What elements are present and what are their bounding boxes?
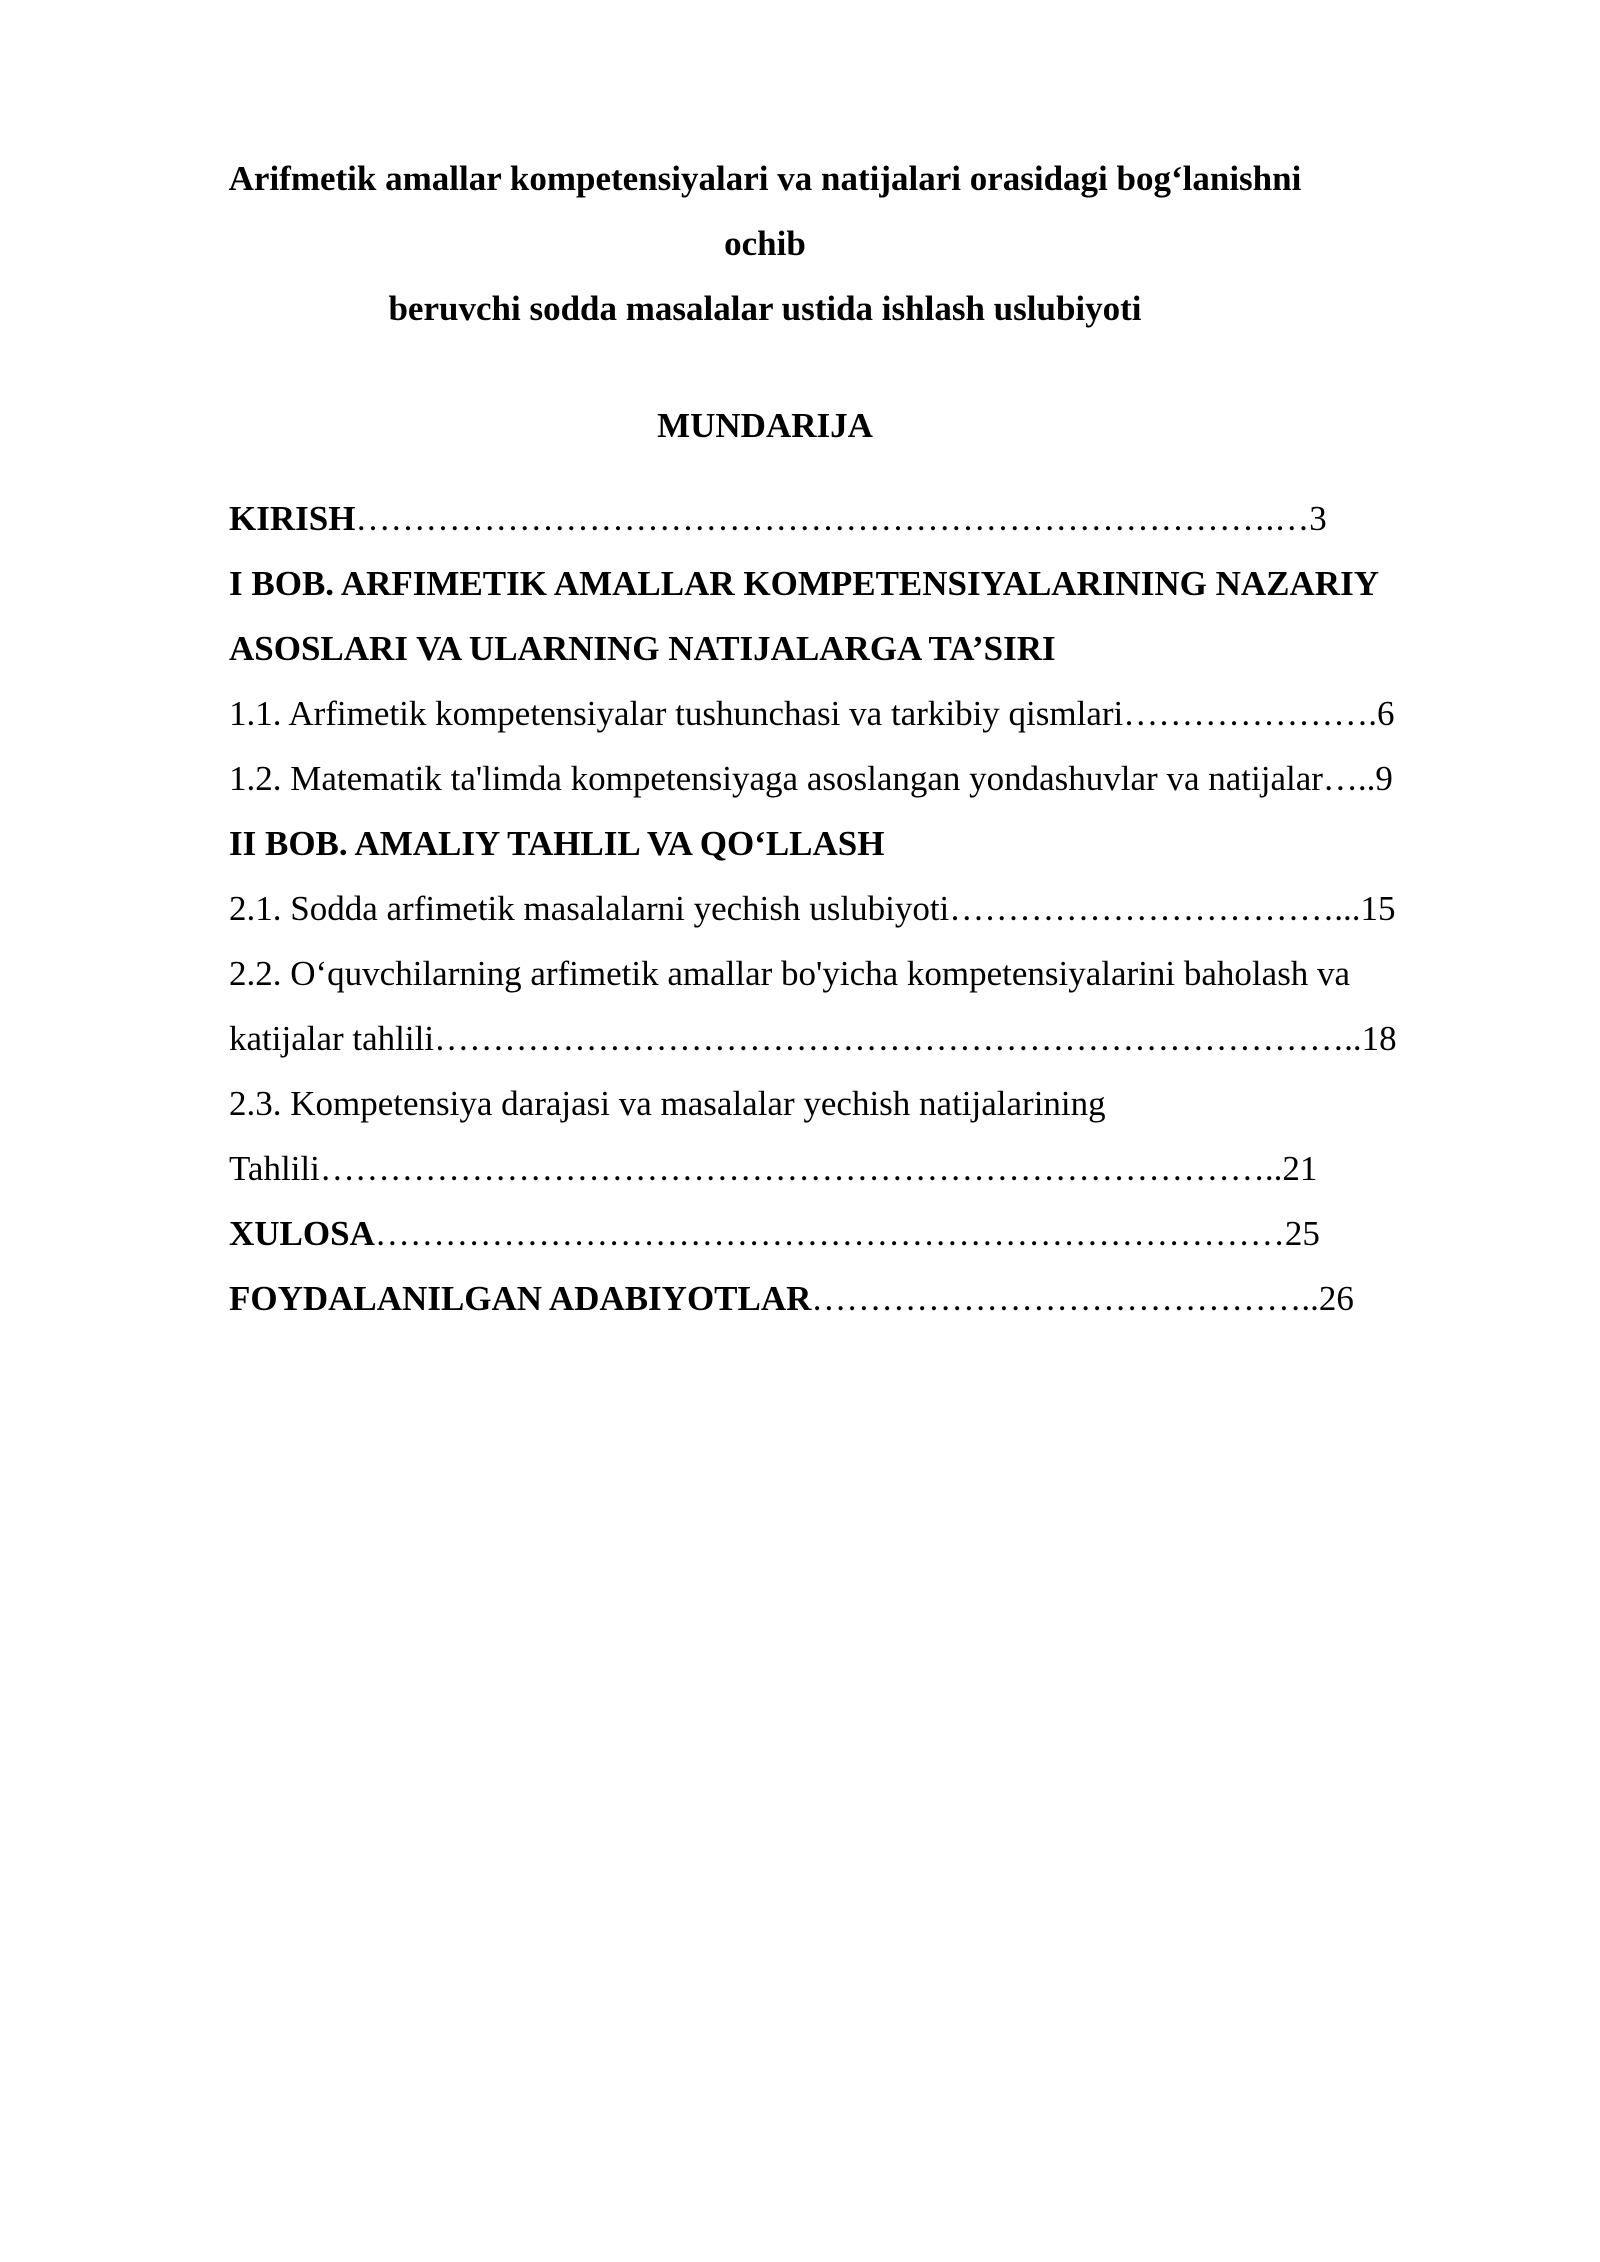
document-title — [200, 146, 1330, 341]
toc-entry-xulosa[interactable] — [229, 1201, 1489, 1266]
toc-entry-2-2-line-1[interactable]: 2.2. O‘quvchilarning arfimetik amallar bo'yicha kompetensiyalarini baholash va — [229, 954, 1351, 993]
toc-entry-text: 2.1. Sodda arfimetik masalalarni yechish uslubiyoti — [229, 889, 950, 928]
toc-entry-text: katijalar tahlili — [229, 1019, 435, 1058]
toc-entry-page: 21 — [1282, 1149, 1318, 1188]
toc-entry-text: Tahlili — [229, 1149, 320, 1188]
toc-entry-page: 25 — [1284, 1214, 1320, 1253]
toc-entry-kirish[interactable] — [229, 486, 1489, 551]
toc-entry-text: KIRISH — [229, 499, 356, 538]
toc-entry-1-1[interactable] — [229, 681, 1489, 746]
toc-entry-leader: …………………. — [1123, 694, 1378, 733]
toc-entry-2-3-line-1[interactable]: 2.3. Kompetensiya darajasi va masalalar yechish natijalarining — [229, 1084, 1106, 1123]
toc-entry-leader: ……………………………... — [949, 889, 1361, 928]
toc-entry-page: 6 — [1377, 694, 1395, 733]
toc-entry-adabiyotlar[interactable] — [229, 1266, 1489, 1331]
toc-entry-leader: …………………………………………………………………… — [374, 1214, 1285, 1253]
toc-entry-page: 18 — [1361, 1019, 1397, 1058]
toc-entry-leader: …………………………………………………………………….… — [355, 499, 1310, 538]
toc-entry-leader: …………………………………….. — [811, 1279, 1319, 1318]
toc-entry-1-2[interactable] — [229, 746, 1489, 811]
document-title-line-1: Arifmetik amallar kompetensiyalari va natijalari orasidagi bog‘lanishni ochib — [228, 159, 1302, 263]
table-of-contents — [229, 486, 1489, 1331]
toc-entry-text: FOYDALANILGAN ADABIYOTLAR — [229, 1279, 812, 1318]
toc-entry-leader: ……………………………………………………………………….. — [319, 1149, 1283, 1188]
toc-entry-page: 26 — [1318, 1279, 1354, 1318]
toc-entry-text: XULOSA — [229, 1214, 375, 1253]
toc-entry-2-2-line-2[interactable] — [229, 1006, 1489, 1071]
toc-entry-page: 3 — [1309, 499, 1327, 538]
toc-chapter-1-line-1[interactable]: I BOB. ARFIMETIK AMALLAR KOMPETENSIYALARINING NAZARIY — [229, 564, 1379, 603]
document-title-line-2: beruvchi sodda masalalar ustida ishlash uslubiyoti — [388, 289, 1142, 328]
toc-entry-page: 9 — [1375, 759, 1393, 798]
toc-entry-leader: …………………………………………………………………….. — [434, 1019, 1362, 1058]
toc-chapter-2[interactable]: II BOB. AMALIY TAHLIL VA QO‘LLASH — [229, 824, 885, 863]
toc-entry-2-1[interactable] — [229, 876, 1489, 941]
toc-entry-text: 1.1. Arfimetik kompetensiyalar tushunchasi va tarkibiy qismlari — [229, 694, 1124, 733]
toc-heading: MUNDARIJA — [657, 406, 873, 445]
toc-entry-text: 1.2. Matematik ta'limda kompetensiyaga asoslangan yondashuvlar va natijalar — [229, 759, 1323, 798]
toc-entry-page: 15 — [1360, 889, 1396, 928]
toc-entry-2-3-line-2[interactable] — [229, 1136, 1489, 1201]
toc-entry-leader: ….. — [1322, 759, 1376, 798]
toc-chapter-1-line-2[interactable]: ASOSLARI VA ULARNING NATIJALARGA TA’SIRI — [229, 629, 1056, 668]
